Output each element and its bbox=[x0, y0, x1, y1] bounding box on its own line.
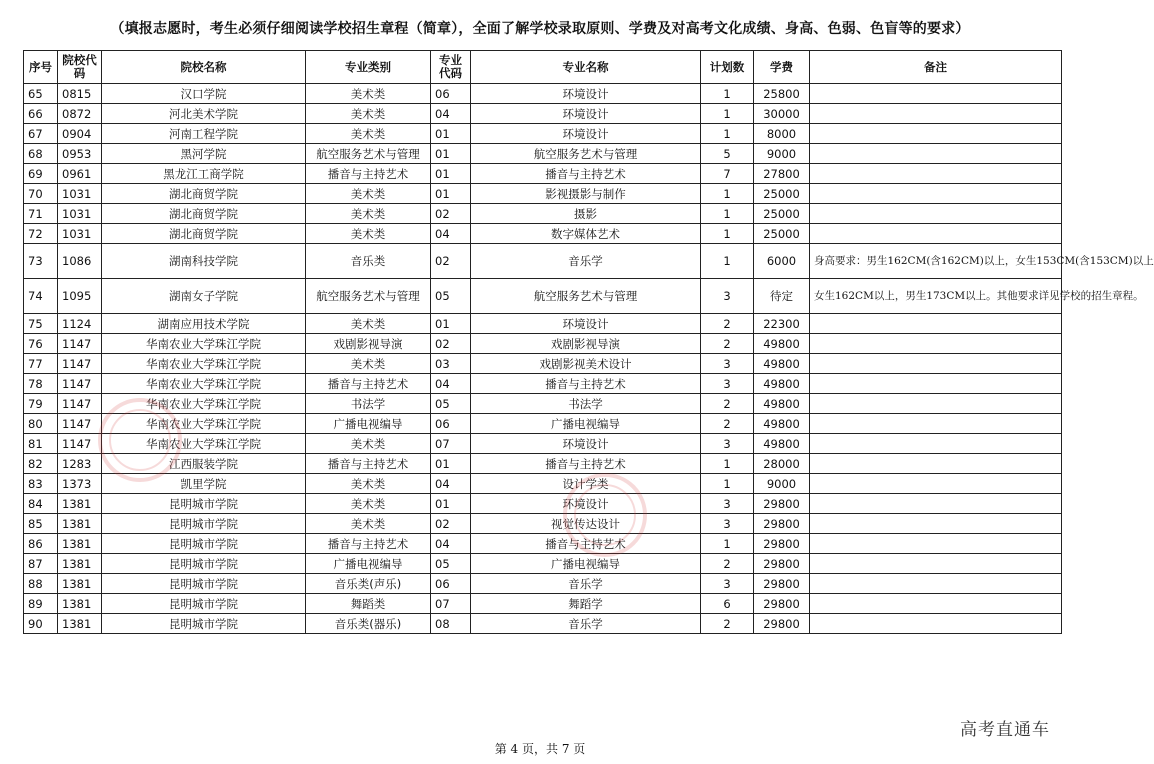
cell-school-name: 昆明城市学院 bbox=[102, 594, 306, 614]
cell-major-name: 数字媒体艺术 bbox=[471, 224, 701, 244]
cell-major-code: 08 bbox=[431, 614, 471, 634]
cell-tuition: 29800 bbox=[754, 514, 810, 534]
cell-school-code: 1031 bbox=[58, 224, 102, 244]
cell-seq: 83 bbox=[24, 474, 58, 494]
header-school-code-text: 院校代码 bbox=[62, 53, 97, 80]
table-row bbox=[24, 574, 1062, 594]
cell-seq: 75 bbox=[24, 314, 58, 334]
cell-school-name: 湖南应用技术学院 bbox=[102, 314, 306, 334]
cell-major-code: 02 bbox=[431, 244, 471, 279]
cell-plan: 2 bbox=[701, 314, 754, 334]
cell-major-name: 航空服务艺术与管理 bbox=[471, 144, 701, 164]
cell-major-code: 06 bbox=[431, 84, 471, 104]
cell-seq: 67 bbox=[24, 124, 58, 144]
cell-major-category: 音乐类(声乐) bbox=[306, 574, 431, 594]
header-remarks: 备注 bbox=[810, 51, 1062, 84]
cell-seq: 71 bbox=[24, 204, 58, 224]
cell-school-name: 昆明城市学院 bbox=[102, 494, 306, 514]
cell-remarks bbox=[810, 534, 1062, 554]
header-seq: 序号 bbox=[24, 51, 58, 84]
cell-remarks bbox=[810, 334, 1062, 354]
cell-major-code: 05 bbox=[431, 279, 471, 314]
cell-major-code: 07 bbox=[431, 594, 471, 614]
cell-major-category: 播音与主持艺术 bbox=[306, 534, 431, 554]
cell-remarks bbox=[810, 124, 1062, 144]
cell-school-code: 1095 bbox=[58, 279, 102, 314]
cell-tuition: 25000 bbox=[754, 204, 810, 224]
cell-major-name: 摄影 bbox=[471, 204, 701, 224]
cell-plan: 1 bbox=[701, 104, 754, 124]
cell-school-code: 1147 bbox=[58, 434, 102, 454]
cell-school-name: 华南农业大学珠江学院 bbox=[102, 334, 306, 354]
enrollment-table bbox=[23, 50, 1154, 634]
cell-major-category: 播音与主持艺术 bbox=[306, 164, 431, 184]
table-row bbox=[24, 279, 1062, 314]
cell-seq: 65 bbox=[24, 84, 58, 104]
cell-major-category: 美术类 bbox=[306, 224, 431, 244]
cell-tuition: 49800 bbox=[754, 334, 810, 354]
cell-tuition: 29800 bbox=[754, 494, 810, 514]
cell-remarks bbox=[810, 394, 1062, 414]
cell-plan: 3 bbox=[701, 494, 754, 514]
cell-remarks bbox=[810, 84, 1062, 104]
cell-school-code: 1283 bbox=[58, 454, 102, 474]
table-row bbox=[24, 224, 1062, 244]
table-header-row bbox=[24, 51, 1062, 84]
cell-school-code: 0815 bbox=[58, 84, 102, 104]
cell-major-category: 美术类 bbox=[306, 354, 431, 374]
cell-plan: 2 bbox=[701, 394, 754, 414]
cell-major-name: 播音与主持艺术 bbox=[471, 164, 701, 184]
table-row bbox=[24, 414, 1062, 434]
cell-major-name: 音乐学 bbox=[471, 614, 701, 634]
cell-plan: 1 bbox=[701, 534, 754, 554]
cell-school-name: 昆明城市学院 bbox=[102, 614, 306, 634]
cell-seq: 81 bbox=[24, 434, 58, 454]
cell-remarks: 身高要求：男生162CM(含162CM)以上，女生153CM(含153CM)以上 bbox=[810, 244, 1062, 279]
cell-seq: 87 bbox=[24, 554, 58, 574]
cell-school-code: 1381 bbox=[58, 534, 102, 554]
cell-major-category: 美术类 bbox=[306, 434, 431, 454]
cell-major-name: 环境设计 bbox=[471, 104, 701, 124]
cell-school-code: 1031 bbox=[58, 204, 102, 224]
cell-remarks bbox=[810, 454, 1062, 474]
cell-school-code: 0961 bbox=[58, 164, 102, 184]
cell-school-name: 黑河学院 bbox=[102, 144, 306, 164]
cell-tuition: 9000 bbox=[754, 474, 810, 494]
cell-plan: 2 bbox=[701, 334, 754, 354]
table-row bbox=[24, 534, 1062, 554]
cell-plan: 3 bbox=[701, 434, 754, 454]
cell-major-code: 04 bbox=[431, 104, 471, 124]
cell-seq: 89 bbox=[24, 594, 58, 614]
cell-major-name: 舞蹈学 bbox=[471, 594, 701, 614]
cell-plan: 1 bbox=[701, 184, 754, 204]
cell-school-code: 1147 bbox=[58, 354, 102, 374]
cell-remarks bbox=[810, 374, 1062, 394]
cell-major-name: 广播电视编导 bbox=[471, 414, 701, 434]
cell-major-category: 广播电视编导 bbox=[306, 414, 431, 434]
cell-major-name: 播音与主持艺术 bbox=[471, 534, 701, 554]
header-major-code-text: 专业代码 bbox=[439, 53, 462, 80]
cell-seq: 90 bbox=[24, 614, 58, 634]
cell-major-code: 02 bbox=[431, 514, 471, 534]
cell-school-code: 1381 bbox=[58, 494, 102, 514]
cell-school-name: 华南农业大学珠江学院 bbox=[102, 374, 306, 394]
cell-school-code: 1381 bbox=[58, 614, 102, 634]
cell-plan: 1 bbox=[701, 474, 754, 494]
cell-major-name: 广播电视编导 bbox=[471, 554, 701, 574]
table-row bbox=[24, 334, 1062, 354]
cell-plan: 1 bbox=[701, 244, 754, 279]
cell-major-category: 舞蹈类 bbox=[306, 594, 431, 614]
header-plan: 计划数 bbox=[701, 51, 754, 84]
cell-school-code: 0872 bbox=[58, 104, 102, 124]
cell-tuition: 28000 bbox=[754, 454, 810, 474]
cell-school-code: 0904 bbox=[58, 124, 102, 144]
cell-school-code: 1031 bbox=[58, 184, 102, 204]
cell-tuition: 25000 bbox=[754, 184, 810, 204]
cell-tuition: 25800 bbox=[754, 84, 810, 104]
cell-seq: 86 bbox=[24, 534, 58, 554]
cell-school-code: 1373 bbox=[58, 474, 102, 494]
cell-seq: 73 bbox=[24, 244, 58, 279]
cell-major-name: 影视摄影与制作 bbox=[471, 184, 701, 204]
cell-remarks bbox=[810, 614, 1062, 634]
cell-major-code: 02 bbox=[431, 204, 471, 224]
table-row bbox=[24, 454, 1062, 474]
cell-school-name: 黑龙江工商学院 bbox=[102, 164, 306, 184]
cell-major-code: 02 bbox=[431, 334, 471, 354]
cell-major-category: 美术类 bbox=[306, 494, 431, 514]
cell-major-code: 05 bbox=[431, 554, 471, 574]
cell-school-code: 1381 bbox=[58, 574, 102, 594]
cell-tuition: 49800 bbox=[754, 374, 810, 394]
cell-major-category: 美术类 bbox=[306, 514, 431, 534]
cell-tuition: 6000 bbox=[754, 244, 810, 279]
cell-major-category: 航空服务艺术与管理 bbox=[306, 279, 431, 314]
cell-major-name: 环境设计 bbox=[471, 434, 701, 454]
cell-school-name: 湖南科技学院 bbox=[102, 244, 306, 279]
cell-major-category: 美术类 bbox=[306, 474, 431, 494]
cell-major-code: 04 bbox=[431, 224, 471, 244]
table-row bbox=[24, 314, 1062, 334]
cell-school-name: 河南工程学院 bbox=[102, 124, 306, 144]
cell-tuition: 30000 bbox=[754, 104, 810, 124]
cell-plan: 1 bbox=[701, 124, 754, 144]
cell-major-category: 戏剧影视导演 bbox=[306, 334, 431, 354]
header-major-name: 专业名称 bbox=[471, 51, 701, 84]
cell-tuition: 49800 bbox=[754, 354, 810, 374]
cell-seq: 79 bbox=[24, 394, 58, 414]
cell-school-code: 1381 bbox=[58, 554, 102, 574]
cell-major-name: 视觉传达设计 bbox=[471, 514, 701, 534]
cell-school-name: 华南农业大学珠江学院 bbox=[102, 354, 306, 374]
cell-seq: 84 bbox=[24, 494, 58, 514]
cell-school-code: 1381 bbox=[58, 514, 102, 534]
cell-tuition: 29800 bbox=[754, 574, 810, 594]
table-row bbox=[24, 374, 1062, 394]
cell-school-name: 湖北商贸学院 bbox=[102, 204, 306, 224]
cell-remarks bbox=[810, 554, 1062, 574]
cell-school-name: 昆明城市学院 bbox=[102, 534, 306, 554]
cell-remarks bbox=[810, 434, 1062, 454]
cell-major-code: 01 bbox=[431, 144, 471, 164]
cell-school-code: 1086 bbox=[58, 244, 102, 279]
cell-seq: 69 bbox=[24, 164, 58, 184]
cell-major-name: 播音与主持艺术 bbox=[471, 374, 701, 394]
cell-tuition: 29800 bbox=[754, 594, 810, 614]
brand-watermark: 高考直通车 bbox=[960, 720, 1050, 740]
cell-remarks bbox=[810, 414, 1062, 434]
cell-major-code: 01 bbox=[431, 184, 471, 204]
cell-seq: 78 bbox=[24, 374, 58, 394]
cell-school-name: 江西服装学院 bbox=[102, 454, 306, 474]
cell-major-code: 06 bbox=[431, 414, 471, 434]
table-row bbox=[24, 514, 1062, 534]
cell-remarks bbox=[810, 224, 1062, 244]
cell-school-name: 汉口学院 bbox=[102, 84, 306, 104]
table-row bbox=[24, 614, 1062, 634]
cell-plan: 1 bbox=[701, 224, 754, 244]
cell-tuition: 49800 bbox=[754, 414, 810, 434]
cell-major-code: 01 bbox=[431, 164, 471, 184]
table-row bbox=[24, 204, 1062, 224]
page-number: 第 4 页，共 7 页 bbox=[494, 742, 586, 756]
cell-remarks bbox=[810, 184, 1062, 204]
cell-major-code: 05 bbox=[431, 394, 471, 414]
table-row bbox=[24, 124, 1062, 144]
cell-tuition: 49800 bbox=[754, 434, 810, 454]
cell-tuition: 待定 bbox=[754, 279, 810, 314]
cell-school-code: 1147 bbox=[58, 374, 102, 394]
cell-major-category: 书法学 bbox=[306, 394, 431, 414]
cell-major-name: 环境设计 bbox=[471, 314, 701, 334]
cell-major-category: 播音与主持艺术 bbox=[306, 454, 431, 474]
cell-tuition: 8000 bbox=[754, 124, 810, 144]
cell-remarks bbox=[810, 494, 1062, 514]
cell-major-name: 戏剧影视导演 bbox=[471, 334, 701, 354]
cell-major-category: 美术类 bbox=[306, 124, 431, 144]
table-row bbox=[24, 394, 1062, 414]
cell-seq: 68 bbox=[24, 144, 58, 164]
cell-remarks bbox=[810, 104, 1062, 124]
table-row bbox=[24, 554, 1062, 574]
cell-remarks bbox=[810, 514, 1062, 534]
cell-seq: 77 bbox=[24, 354, 58, 374]
cell-seq: 82 bbox=[24, 454, 58, 474]
cell-school-name: 湖南女子学院 bbox=[102, 279, 306, 314]
cell-school-name: 华南农业大学珠江学院 bbox=[102, 434, 306, 454]
cell-remarks: 女生162CM以上，男生173CM以上。其他要求详见学校的招生章程。 bbox=[810, 279, 1062, 314]
cell-tuition: 29800 bbox=[754, 534, 810, 554]
cell-plan: 3 bbox=[701, 574, 754, 594]
cell-major-category: 美术类 bbox=[306, 204, 431, 224]
cell-school-code: 1124 bbox=[58, 314, 102, 334]
cell-major-name: 环境设计 bbox=[471, 124, 701, 144]
cell-major-code: 04 bbox=[431, 474, 471, 494]
cell-plan: 2 bbox=[701, 614, 754, 634]
cell-major-name: 环境设计 bbox=[471, 84, 701, 104]
cell-plan: 5 bbox=[701, 144, 754, 164]
cell-major-code: 01 bbox=[431, 494, 471, 514]
cell-major-code: 03 bbox=[431, 354, 471, 374]
cell-major-name: 航空服务艺术与管理 bbox=[471, 279, 701, 314]
table-body bbox=[24, 84, 1154, 634]
cell-school-name: 昆明城市学院 bbox=[102, 554, 306, 574]
cell-major-name: 音乐学 bbox=[471, 244, 701, 279]
cell-major-code: 07 bbox=[431, 434, 471, 454]
cell-major-category: 美术类 bbox=[306, 314, 431, 334]
cell-tuition: 29800 bbox=[754, 614, 810, 634]
cell-major-code: 04 bbox=[431, 374, 471, 394]
cell-plan: 1 bbox=[701, 84, 754, 104]
cell-school-name: 湖北商贸学院 bbox=[102, 224, 306, 244]
cell-plan: 3 bbox=[701, 279, 754, 314]
cell-remarks bbox=[810, 204, 1062, 224]
cell-school-name: 华南农业大学珠江学院 bbox=[102, 394, 306, 414]
cell-plan: 1 bbox=[701, 454, 754, 474]
cell-plan: 2 bbox=[701, 554, 754, 574]
cell-major-code: 01 bbox=[431, 314, 471, 334]
cell-tuition: 27800 bbox=[754, 164, 810, 184]
cell-seq: 72 bbox=[24, 224, 58, 244]
table-row bbox=[24, 104, 1062, 124]
cell-major-code: 04 bbox=[431, 534, 471, 554]
cell-plan: 2 bbox=[701, 414, 754, 434]
cell-school-code: 1147 bbox=[58, 394, 102, 414]
table-row bbox=[24, 164, 1062, 184]
cell-major-category: 美术类 bbox=[306, 184, 431, 204]
cell-major-code: 06 bbox=[431, 574, 471, 594]
table-row bbox=[24, 594, 1062, 614]
cell-major-category: 美术类 bbox=[306, 104, 431, 124]
cell-plan: 3 bbox=[701, 514, 754, 534]
header-school-code bbox=[58, 51, 102, 84]
cell-tuition: 25000 bbox=[754, 224, 810, 244]
cell-seq: 70 bbox=[24, 184, 58, 204]
notice-heading: （填报志愿时，考生必须仔细阅读学校招生章程（简章），全面了解学校录取原则、学费及对高考文化成绩、身高、色弱、色盲等的要求） bbox=[110, 21, 970, 37]
cell-remarks bbox=[810, 474, 1062, 494]
header-tuition: 学费 bbox=[754, 51, 810, 84]
cell-remarks bbox=[810, 574, 1062, 594]
cell-major-category: 广播电视编导 bbox=[306, 554, 431, 574]
cell-plan: 6 bbox=[701, 594, 754, 614]
cell-remarks bbox=[810, 354, 1062, 374]
cell-seq: 88 bbox=[24, 574, 58, 594]
cell-major-category: 音乐类(器乐) bbox=[306, 614, 431, 634]
cell-school-name: 湖北商贸学院 bbox=[102, 184, 306, 204]
cell-major-name: 设计学类 bbox=[471, 474, 701, 494]
cell-seq: 76 bbox=[24, 334, 58, 354]
cell-school-code: 0953 bbox=[58, 144, 102, 164]
header-major-code bbox=[431, 51, 471, 84]
cell-major-name: 播音与主持艺术 bbox=[471, 454, 701, 474]
cell-plan: 7 bbox=[701, 164, 754, 184]
cell-remarks bbox=[810, 594, 1062, 614]
table-row bbox=[24, 84, 1062, 104]
cell-major-name: 书法学 bbox=[471, 394, 701, 414]
cell-remarks bbox=[810, 144, 1062, 164]
cell-tuition: 9000 bbox=[754, 144, 810, 164]
cell-remarks bbox=[810, 314, 1062, 334]
cell-school-name: 华南农业大学珠江学院 bbox=[102, 414, 306, 434]
cell-school-name: 昆明城市学院 bbox=[102, 514, 306, 534]
cell-plan: 3 bbox=[701, 354, 754, 374]
table-row bbox=[24, 434, 1062, 454]
cell-school-code: 1147 bbox=[58, 414, 102, 434]
cell-major-category: 美术类 bbox=[306, 84, 431, 104]
cell-major-category: 音乐类 bbox=[306, 244, 431, 279]
table-row bbox=[24, 474, 1062, 494]
cell-major-name: 音乐学 bbox=[471, 574, 701, 594]
cell-plan: 3 bbox=[701, 374, 754, 394]
cell-school-code: 1381 bbox=[58, 594, 102, 614]
table-row bbox=[24, 354, 1062, 374]
header-school-name: 院校名称 bbox=[102, 51, 306, 84]
cell-school-name: 凯里学院 bbox=[102, 474, 306, 494]
cell-major-name: 戏剧影视美术设计 bbox=[471, 354, 701, 374]
cell-school-name: 河北美术学院 bbox=[102, 104, 306, 124]
table-row bbox=[24, 184, 1062, 204]
cell-school-name: 昆明城市学院 bbox=[102, 574, 306, 594]
cell-seq: 85 bbox=[24, 514, 58, 534]
cell-plan: 1 bbox=[701, 204, 754, 224]
cell-major-code: 01 bbox=[431, 454, 471, 474]
table-row bbox=[24, 144, 1062, 164]
cell-tuition: 49800 bbox=[754, 394, 810, 414]
cell-major-code: 01 bbox=[431, 124, 471, 144]
cell-major-category: 播音与主持艺术 bbox=[306, 374, 431, 394]
cell-tuition: 29800 bbox=[754, 554, 810, 574]
cell-seq: 74 bbox=[24, 279, 58, 314]
table-row bbox=[24, 244, 1062, 279]
cell-major-name: 环境设计 bbox=[471, 494, 701, 514]
table-row bbox=[24, 494, 1062, 514]
cell-major-category: 航空服务艺术与管理 bbox=[306, 144, 431, 164]
cell-seq: 80 bbox=[24, 414, 58, 434]
header-major-category: 专业类别 bbox=[306, 51, 431, 84]
cell-tuition: 22300 bbox=[754, 314, 810, 334]
cell-seq: 66 bbox=[24, 104, 58, 124]
cell-remarks bbox=[810, 164, 1062, 184]
cell-school-code: 1147 bbox=[58, 334, 102, 354]
